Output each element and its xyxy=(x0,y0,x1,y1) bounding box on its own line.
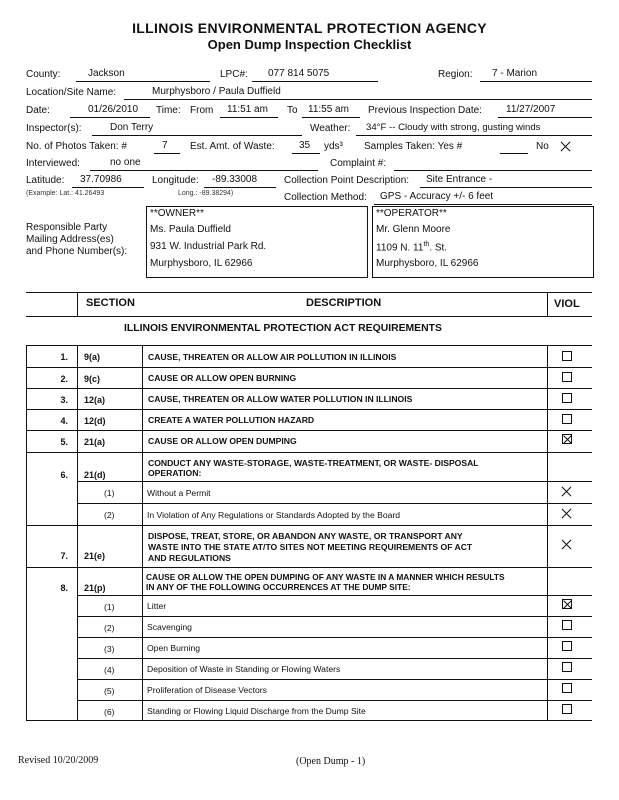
row-8-sub-3-num: (3) xyxy=(104,644,115,654)
inspector-label: Inspector(s): xyxy=(26,123,82,134)
row-4-desc: CREATE A WATER POLLUTION HAZARD xyxy=(148,415,315,425)
time-label: Time: xyxy=(156,105,181,116)
agency-title: ILLINOIS ENVIRONMENTAL PROTECTION AGENCY xyxy=(132,20,487,36)
row-6-sub-1-num: (1) xyxy=(104,488,115,498)
row-8-sub-5-num: (5) xyxy=(104,686,115,696)
inspector-value[interactable]: Don Terry xyxy=(110,122,154,133)
row-7-desc-line-3: AND REGULATIONS xyxy=(148,553,231,563)
prev-inspection-label: Previous Inspection Date: xyxy=(368,105,482,116)
samples-label: Samples Taken: Yes # xyxy=(364,141,463,152)
row-4-section: 12(d) xyxy=(84,416,106,426)
act-requirements-heading: ILLINOIS ENVIRONMENTAL PROTECTION ACT REQUIREMENTS xyxy=(124,323,442,334)
region-value[interactable]: 7 - Marion xyxy=(492,68,538,79)
revised-date: Revised 10/20/2009 xyxy=(18,755,99,766)
samples-no-label: No xyxy=(536,141,549,152)
samples-no-checkbox[interactable] xyxy=(560,141,571,152)
row-3-desc: CAUSE, THREATEN OR ALLOW WATER POLLUTION IN ILLINOIS xyxy=(148,394,413,404)
row-8-num: 8. xyxy=(60,583,68,593)
row-8-sub-5-viol-checkbox[interactable] xyxy=(562,683,572,693)
row-8-sub-1-viol-checkbox[interactable] xyxy=(562,599,572,609)
row-6-sub-2-num: (2) xyxy=(104,510,115,520)
row-7-section: 21(e) xyxy=(84,551,106,561)
row-5-viol-checkbox[interactable] xyxy=(562,434,572,444)
waste-unit: yds³ xyxy=(324,141,343,152)
row-8-sub-3-viol-checkbox[interactable] xyxy=(562,641,572,651)
row-8-sub-2-viol-checkbox[interactable] xyxy=(562,620,572,630)
owner-name[interactable]: Ms. Paula Duffield xyxy=(150,224,231,235)
operator-title: **OPERATOR** xyxy=(376,208,447,219)
row-6-sub-2-desc: In Violation of Any Regulations or Standards Adopted by the Board xyxy=(147,510,401,520)
row-1-num: 1. xyxy=(60,352,68,362)
form-subtitle: Open Dump Inspection Checklist xyxy=(207,37,412,52)
county-label: County: xyxy=(26,69,61,80)
location-label: Location/Site Name: xyxy=(26,87,117,98)
party-label-1: Responsible Party xyxy=(26,222,108,233)
county-value[interactable]: Jackson xyxy=(88,68,125,79)
collection-method-label: Collection Method: xyxy=(284,192,367,203)
time-to-value[interactable]: 11:55 am xyxy=(308,104,349,115)
weather-label: Weather: xyxy=(310,123,351,134)
row-8-sub-6-num: (6) xyxy=(104,707,115,717)
row-8-desc-line-1: CAUSE OR ALLOW THE OPEN DUMPING OF ANY WASTE IN A MANNER WHICH RESULTS xyxy=(146,572,505,582)
row-8-sub-3-desc: Open Burning xyxy=(147,643,201,653)
collection-point-label: Collection Point Description: xyxy=(284,175,410,186)
row-8-sub-4-desc: Deposition of Waste in Standing or Flowing Waters xyxy=(147,664,341,674)
row-6-sub-1-desc: Without a Permit xyxy=(147,488,211,498)
date-value[interactable]: 01/26/2010 xyxy=(88,104,139,115)
latitude-label: Latitude: xyxy=(26,175,65,186)
longitude-value[interactable]: -89.33008 xyxy=(212,174,258,185)
time-from-value[interactable]: 11:51 am xyxy=(227,104,268,115)
complaint-label: Complaint #: xyxy=(330,158,387,169)
row-1-viol-checkbox[interactable] xyxy=(562,351,572,361)
owner-address[interactable]: 931 W. Industrial Park Rd. xyxy=(150,241,267,252)
location-value[interactable]: Murphysboro / Paula Duffield xyxy=(152,86,281,97)
prev-inspection-value[interactable]: 11/27/2007 xyxy=(506,104,556,115)
waste-label: Est. Amt. of Waste: xyxy=(190,141,275,152)
row-6-desc-line-1: CONDUCT ANY WASTE-STORAGE, WASTE-TREATMENT, OR WASTE- DISPOSAL xyxy=(148,458,479,468)
row-1-section: 9(a) xyxy=(84,352,101,362)
row-8-sub-4-num: (4) xyxy=(104,665,115,675)
weather-value[interactable]: 34°F -- Cloudy with strong, gusting winds xyxy=(366,122,541,133)
row-2-viol-checkbox[interactable] xyxy=(562,372,572,382)
operator-city[interactable]: Murphysboro, IL 62966 xyxy=(376,258,479,269)
row-4-num: 4. xyxy=(60,416,68,426)
row-1-desc: CAUSE, THREATEN OR ALLOW AIR POLLUTION IN ILLINOIS xyxy=(148,352,397,362)
row-2-num: 2. xyxy=(60,374,68,384)
row-8-sub-1-num: (1) xyxy=(104,602,115,612)
photos-label: No. of Photos Taken: # xyxy=(26,141,127,152)
row-8-sub-6-viol-checkbox[interactable] xyxy=(562,704,572,714)
photos-value[interactable]: 7 xyxy=(162,140,168,151)
row-8-sub-6-desc: Standing or Flowing Liquid Discharge from the Dump Site xyxy=(147,706,366,716)
row-6-sub-1-viol-checkbox[interactable] xyxy=(561,486,572,497)
time-from-label: From xyxy=(190,105,214,116)
date-label: Date: xyxy=(26,105,50,116)
party-label-3: and Phone Number(s): xyxy=(26,246,128,257)
owner-title: **OWNER** xyxy=(150,208,204,219)
row-8-sub-4-viol-checkbox[interactable] xyxy=(562,662,572,672)
longitude-example: Long.: -89.38294) xyxy=(178,190,234,197)
latitude-value[interactable]: 37.70986 xyxy=(80,174,122,185)
row-5-num: 5. xyxy=(60,437,68,447)
waste-value[interactable]: 35 xyxy=(299,140,311,151)
row-8-sub-2-num: (2) xyxy=(104,623,115,633)
longitude-label: Longitude: xyxy=(152,175,199,186)
party-label-2: Mailing Address(es) xyxy=(26,234,114,245)
row-5-section: 21(a) xyxy=(84,437,106,447)
time-to-label: To xyxy=(287,105,298,116)
row-7-desc-line-1: DISPOSE, TREAT, STORE, OR ABANDON ANY WASTE, OR TRANSPORT ANY xyxy=(148,531,463,541)
latitude-example: (Example: Lat.: 41.26493 xyxy=(26,190,105,197)
row-6-sub-2-viol-checkbox[interactable] xyxy=(561,508,572,519)
page-number: (Open Dump - 1) xyxy=(296,756,366,767)
row-2-section: 9(c) xyxy=(84,374,101,384)
owner-city[interactable]: Murphysboro, IL 62966 xyxy=(150,258,253,269)
col-viol-header: VIOL xyxy=(554,298,580,310)
row-6-desc-line-2: OPERATION: xyxy=(148,468,202,478)
collection-point-value[interactable]: Site Entrance - xyxy=(426,174,493,185)
row-6-num: 6. xyxy=(60,470,68,480)
row-5-desc: CAUSE OR ALLOW OPEN DUMPING xyxy=(148,436,297,446)
interviewed-label: Interviewed: xyxy=(26,158,80,169)
row-8-desc-line-2: IN ANY OF THE FOLLOWING OCCURRENCES AT THE DUMP SITE: xyxy=(146,582,411,592)
row-7-desc-line-2: WASTE INTO THE STATE AT/TO SITES NOT MEETING REQUIREMENTS OF ACT xyxy=(148,542,473,552)
row-4-viol-checkbox[interactable] xyxy=(562,414,572,424)
col-section-header: SECTION xyxy=(86,297,135,309)
row-3-num: 3. xyxy=(60,395,68,405)
row-8-sub-5-desc: Proliferation of Disease Vectors xyxy=(147,685,267,695)
row-7-viol-checkbox[interactable] xyxy=(561,539,572,550)
col-description-header: DESCRIPTION xyxy=(306,297,382,309)
row-8-section: 21(p) xyxy=(84,583,106,593)
operator-name[interactable]: Mr. Glenn Moore xyxy=(376,224,451,235)
collection-method-value[interactable]: GPS - Accuracy +/- 6 feet xyxy=(380,191,494,202)
row-2-desc: CAUSE OR ALLOW OPEN BURNING xyxy=(148,373,297,383)
row-3-viol-checkbox[interactable] xyxy=(562,393,572,403)
region-label: Region: xyxy=(438,69,473,80)
row-7-num: 7. xyxy=(60,551,68,561)
lpc-label: LPC#: xyxy=(220,69,248,80)
lpc-value[interactable]: 077 814 5075 xyxy=(268,68,330,79)
row-6-section: 21(d) xyxy=(84,470,106,480)
interviewed-value[interactable]: no one xyxy=(110,157,141,168)
row-3-section: 12(a) xyxy=(84,395,106,405)
operator-address[interactable]: 1109 N. 11th. St. xyxy=(376,241,448,254)
row-8-sub-2-desc: Scavenging xyxy=(147,622,192,632)
row-8-sub-1-desc: Litter xyxy=(147,601,167,611)
